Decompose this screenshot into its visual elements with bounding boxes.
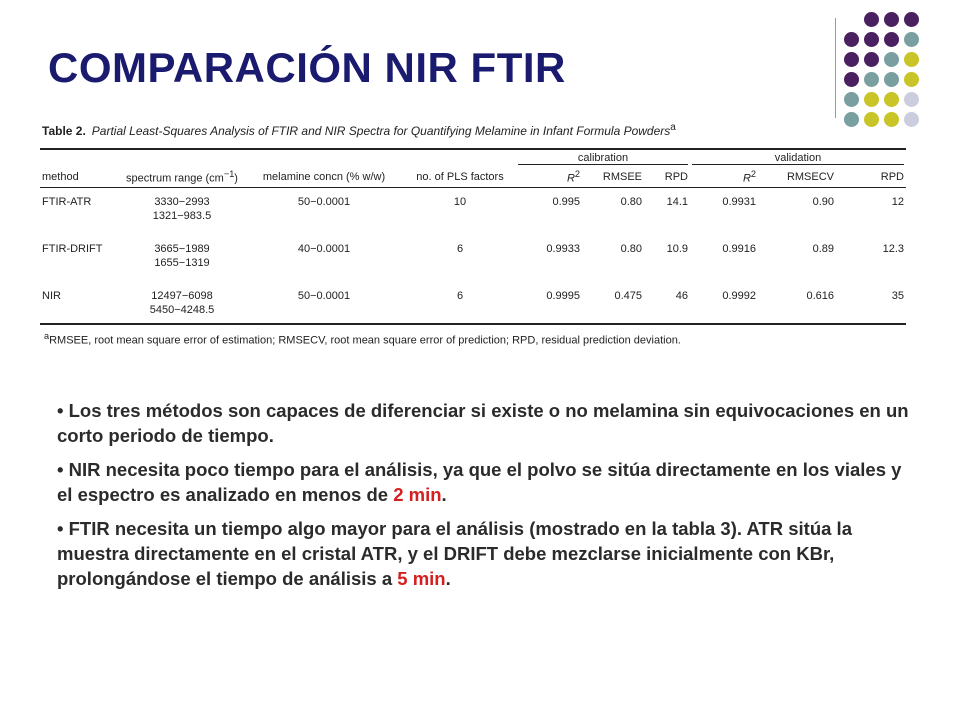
cell-melamine: 50−0.0001 [297,195,351,208]
decorative-divider-line [835,18,836,118]
table-footnote-mark: a [44,330,50,341]
table-row-ftir-drift [40,235,906,256]
table-row-ftir-atr [40,187,906,209]
bullet-item-3 [57,516,917,591]
cell-range-2: 1321−983.5 [152,209,212,222]
bullet-list [57,398,917,600]
cell-range-1: 12497−6098 [151,289,213,302]
col-r2-calibration [516,167,582,187]
decorative-dot [844,32,859,47]
table-caption-label: Table 2. [42,124,86,138]
table-caption-text: Partial Least-Squares Analysis of FTIR and NIR Spectra for Quantifying Melamine in Infant Formula Powders [91,124,671,138]
cell-rmsee: 0.80 [620,195,642,208]
cell-rpd-val: 12 [891,195,904,208]
cell-rpd-cal: 14.1 [666,195,688,208]
decorative-dot [904,52,919,67]
table-row-nir [40,282,906,303]
decorative-dot [904,72,919,87]
results-table-figure [40,122,906,346]
cell-rpd-cal: 46 [675,289,688,302]
cell-range-1: 3665−1989 [154,242,210,255]
decorative-dot [844,92,859,107]
cell-rmsecv: 0.616 [806,289,834,302]
decorative-dot [884,32,899,47]
col-r2-calibration-label: R [566,172,575,185]
cell-range-2: 1655−1319 [154,256,210,269]
cell-method: NIR [42,289,61,302]
cell-melamine: 50−0.0001 [297,289,351,302]
decorative-dot [884,52,899,67]
cell-rpd-val: 12.3 [882,242,904,255]
table-footnote-text: RMSEE, root mean square error of estimation; RMSECV, root mean square error of prediction; RPD, residual prediction deviation. [49,334,681,347]
col-spectrum-range-exponent: −1 [223,169,235,179]
cell-rpd-cal: 10.9 [666,242,688,255]
col-pls-factors: no. of PLS factors [404,167,516,187]
cell-rmsee: 0.80 [620,242,642,255]
col-spectrum-range [120,167,244,187]
col-r2-validation-label: R [742,172,751,185]
cell-pls: 6 [456,242,464,255]
cell-range-2: 5450−4248.5 [149,303,215,316]
decorative-dot [904,12,919,27]
decorative-dot [844,52,859,67]
col-r2-validation-exponent: 2 [750,169,756,179]
decorative-dot [904,32,919,47]
calibration-group-header: calibration [518,152,688,165]
bullet-item-2-highlight: 2 min [393,484,442,505]
decorative-dot [904,92,919,107]
cell-range-1: 3330−2993 [154,195,210,208]
table-footnote [44,331,906,347]
col-method: method [40,167,120,187]
bullet-item-2 [57,457,917,507]
cell-rpd-val: 35 [891,289,904,302]
decorative-dot [884,72,899,87]
table-column-header-row [40,167,906,187]
bullet-item-1-text: • Los tres métodos son capaces de diferenciar si existe o no melamina sin equivocaciones en un corto periodo de tiempo. [57,400,909,446]
col-rpd-validation: RPD [836,167,906,187]
cell-rmsee: 0.475 [614,289,642,302]
cell-method: FTIR-ATR [42,195,92,208]
decorative-dot [864,92,879,107]
decorative-dot [864,32,879,47]
col-r2-validation [690,167,758,187]
cell-pls: 10 [453,195,467,208]
decorative-dot [844,72,859,87]
table-row-ftir-atr-cont [40,209,906,223]
table-row-nir-cont [40,303,906,317]
cell-r2-cal: 0.9933 [546,242,580,255]
decorative-dot [864,12,879,27]
slide-title: COMPARACIÓN NIR FTIR [48,44,566,91]
cell-r2-val: 0.9916 [722,242,756,255]
col-melamine-concn: melamine concn (% w/w) [244,167,404,187]
decorative-dot [884,92,899,107]
col-r2-calibration-exponent: 2 [574,169,580,179]
cell-pls: 6 [456,289,464,302]
cell-method: FTIR-DRIFT [42,242,103,255]
col-rpd-calibration: RPD [644,167,690,187]
cell-rmsecv: 0.89 [812,242,834,255]
table-caption-mark: a [670,122,676,133]
cell-r2-cal: 0.9995 [546,289,580,302]
col-spectrum-range-label: spectrum range (cm [126,172,224,185]
cell-rmsecv: 0.90 [812,195,834,208]
decorative-dot [864,52,879,67]
bullet-item-2-text: • NIR necesita poco tiempo para el análisis, ya que el polvo se sitúa directamente en los viales y el espectro es analizado en menos de [57,459,902,505]
validation-group-header: validation [692,152,904,165]
col-rmsecv: RMSECV [758,167,836,187]
bullet-item-1 [57,398,917,448]
cell-r2-val: 0.9992 [722,289,756,302]
bullet-item-3-end: . [445,568,451,589]
bullet-item-3-highlight: 5 min [397,568,446,589]
cell-r2-cal: 0.995 [552,195,580,208]
table-row-ftir-drift-cont [40,256,906,270]
col-rmsee: RMSEE [582,167,644,187]
table-group-header-row [40,149,906,167]
decorative-dot [904,112,919,127]
cell-melamine: 40−0.0001 [297,242,351,255]
decorative-dot [864,72,879,87]
bullet-item-3-text: • FTIR necesita un tiempo algo mayor para el análisis (mostrado en la tabla 3). ATR sitúa la muestra directamente en el cristal ATR, y el DRIFT debe mezclarse inicialmente con KBr, prolongándose el tiempo de análisis a [57,518,852,589]
table-caption [42,122,906,138]
bullet-item-2-end: . [441,484,447,505]
pls-analysis-table [40,148,906,325]
col-spectrum-range-close: ) [234,172,238,185]
decorative-dot [884,12,899,27]
cell-r2-val: 0.9931 [722,195,756,208]
